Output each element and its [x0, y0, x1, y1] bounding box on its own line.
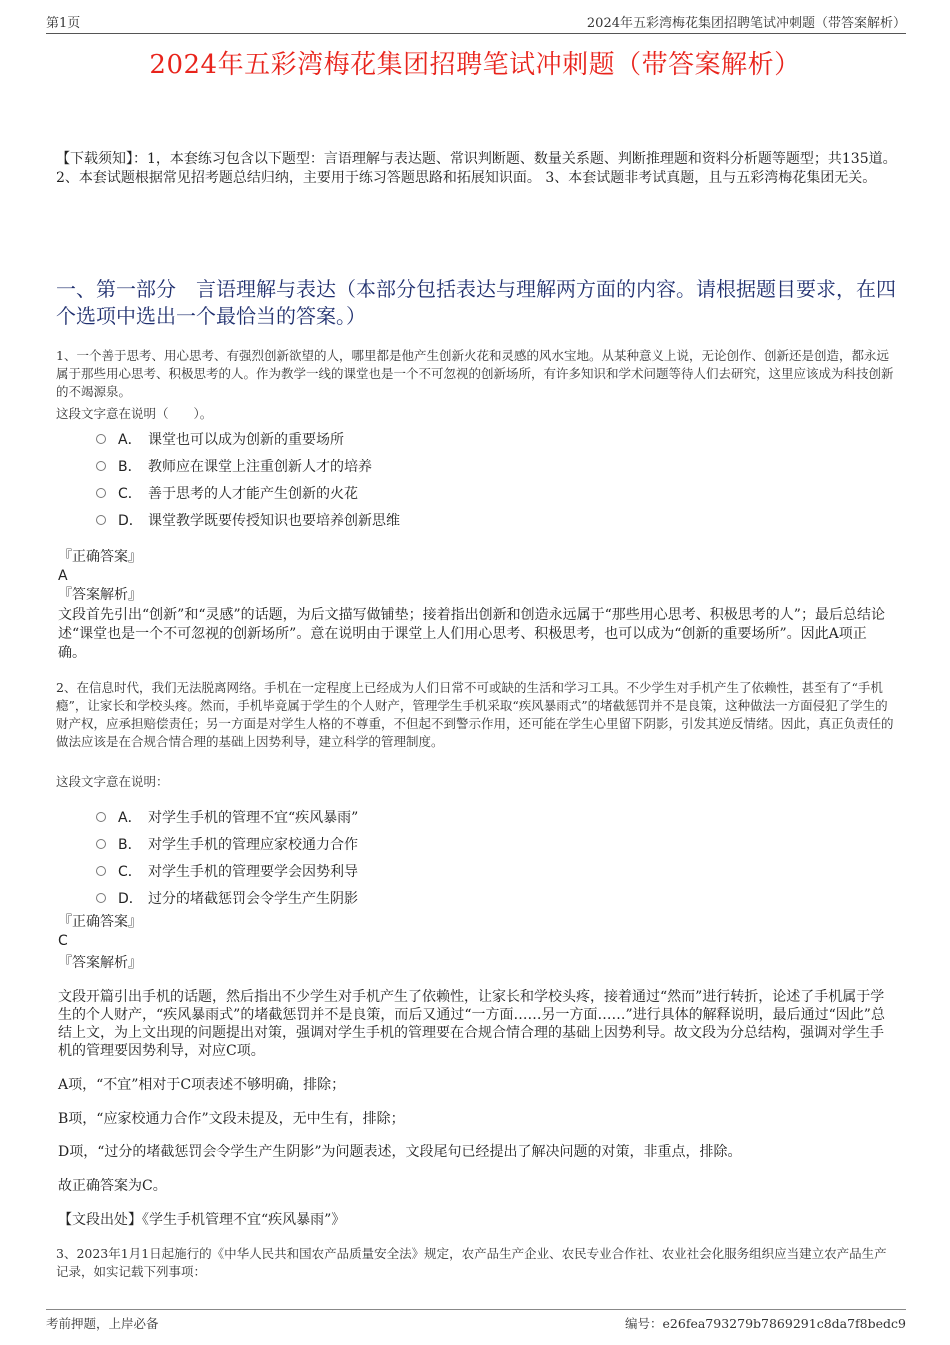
option-label: 善于思考的人才能产生创新的火花	[148, 485, 358, 502]
radio-icon[interactable]	[96, 866, 106, 876]
q1-stem: 1、一个善于思考、用心思考、有强烈创新欲望的人，哪里都是他产生创新火花和灵感的风水宝地。从某种意义上说，无论创作、创新还是创造，都永远属于那些用心思考、积极思考的人。作为教学一线的课堂也是一个不可忽视的创新场所，有许多知识和学术问题等待人们去研究，这里应该成为科技创新的不竭源泉。	[56, 348, 894, 399]
q2-source: 【文段出处】《学生手机管理不宜“疾风暴雨”》	[58, 1212, 346, 1228]
q2-analysis-option-b: B项，“应家校通力合作”文段未提及，无中生有，排除；	[58, 1111, 405, 1127]
q1-prompt: 这段文字意在说明（ ）。	[56, 406, 213, 421]
radio-icon[interactable]	[96, 461, 106, 471]
radio-icon[interactable]	[96, 893, 106, 903]
q2-analysis-label: 『答案解析』	[58, 955, 142, 971]
option-label: 对学生手机的管理不宜“疾风暴雨”	[148, 809, 359, 826]
q2-option-d[interactable]: D． 过分的堵截惩罚会令学生产生阴影	[96, 884, 358, 911]
radio-icon[interactable]	[96, 812, 106, 822]
q2-analysis-option-d: D项，“过分的堵截惩罚会令学生产生阴影”为问题表述，文段尾句已经提出了解决问题的对策，非重点，排除。	[58, 1144, 742, 1160]
q1-option-d[interactable]: D． 课堂教学既要传授知识也要培养创新思维	[96, 506, 400, 533]
header-divider	[46, 33, 906, 34]
option-label: 对学生手机的管理应家校通力合作	[148, 836, 358, 853]
q2-analysis-summary: 文段开篇引出手机的话题，然后指出不少学生对手机产生了依赖性，让家长和学校头疼，接着通过“然而”进行转折，论述了手机属于学生的个人财产，“疾风暴雨式”的堵截惩罚并不是良策，而后又通过“一方面……另一方面……”进行具体的解释说明，最后通过“因此”总结上文，为上文出现的问题提出对策，强调对学生手机的管理要在合规合情合理的基础上因势利导。故文段为分总结构，强调对学生手机的管理要因势利导，对应C项。	[58, 989, 885, 1059]
q2-option-b[interactable]: B． 对学生手机的管理应家校通力合作	[96, 830, 358, 857]
radio-icon[interactable]	[96, 434, 106, 444]
q1-option-a[interactable]: A． 课堂也可以成为创新的重要场所	[96, 425, 400, 452]
q2-options	[96, 803, 358, 911]
q2-stem: 2、在信息时代，我们无法脱离网络。手机在一定程度上已经成为人们日常不可或缺的生活和学习工具。不少学生对手机产生了依赖性，甚至有了“手机瘾”，让家长和学校头疼。然而，手机毕竟属于学生的个人财产，管理学生手机采取“疾风暴雨式”的堵截惩罚并不是良策，这种做法一方面侵犯了学生的财产权，应承担赔偿责任；另一方面是对学生人格的不尊重，不但起不到警示作用，还可能在学生心里留下阴影，引发其逆反情绪。因此，真正负责任的做法应该是在合规合情合理的基础上因势利导，建立科学的管理制度。	[56, 680, 894, 749]
section-heading: 一、第一部分 言语理解与表达（本部分包括表达与理解两方面的内容。请根据题目要求，在四个选项中选出一个最恰当的答案。）	[56, 277, 896, 328]
option-label: 教师应在课堂上注重创新人才的培养	[148, 458, 372, 475]
download-notice: 【下载须知】：1，本套练习包含以下题型：言语理解与表达题、常识判断题、数量关系题、判断推理题和资料分析题等题型；共135道。 2、本套试题根据常见招考题总结归纳，主要用于练习答题思路和拓展知识面。 3、本套试题非考试真题，且与五彩湾梅花集团无关。	[56, 151, 897, 186]
q2-answer-label: 『正确答案』	[58, 914, 142, 930]
q1-analysis-label: 『答案解析』	[58, 587, 142, 603]
q2-option-c[interactable]: C． 对学生手机的管理要学会因势利导	[96, 857, 358, 884]
header-page-number: 第1页	[46, 16, 81, 31]
page-title: 2024年五彩湾梅花集团招聘笔试冲刺题（带答案解析）	[149, 50, 801, 80]
q1-answer: A	[58, 568, 68, 584]
q1-option-b[interactable]: B． 教师应在课堂上注重创新人才的培养	[96, 452, 400, 479]
q1-answer-label: 『正确答案』	[58, 549, 142, 565]
q2-option-a[interactable]: A． 对学生手机的管理不宜“疾风暴雨”	[96, 803, 358, 830]
option-label: 课堂教学既要传授知识也要培养创新思维	[148, 512, 400, 529]
q1-option-c[interactable]: C． 善于思考的人才能产生创新的火花	[96, 479, 400, 506]
option-label: 过分的堵截惩罚会令学生产生阴影	[148, 890, 358, 907]
q2-analysis-conclusion: 故正确答案为C。	[58, 1178, 167, 1194]
footer-serial: 编号：e26fea793279b7869291c8da7f8bedc9	[625, 1316, 906, 1331]
radio-icon[interactable]	[96, 839, 106, 849]
q2-answer: C	[58, 933, 68, 949]
option-label: 课堂也可以成为创新的重要场所	[148, 431, 344, 448]
q1-analysis: 文段首先引出“创新”和“灵感”的话题，为后文描写做铺垫；接着指出创新和创造永远属于“那些用心思考、积极思考的人”；最后总结论述“课堂也是一个不可忽视的创新场所”。意在说明由于课堂上人们用心思考、积极思考，也可以成为“创新的重要场所”。因此A项正确。	[58, 607, 885, 661]
q1-options	[96, 425, 400, 533]
q3-stem: 3、2023年1月1日起施行的《中华人民共和国农产品质量安全法》规定，农产品生产企业、农民专业合作社、农业社会化服务组织应当建立农产品生产记录，如实记载下列事项：	[56, 1246, 887, 1279]
footer-slogan: 考前押题，上岸必备	[46, 1316, 159, 1331]
radio-icon[interactable]	[96, 488, 106, 498]
footer-divider	[46, 1309, 906, 1310]
radio-icon[interactable]	[96, 515, 106, 525]
header-doc-title: 2024年五彩湾梅花集团招聘笔试冲刺题（带答案解析）	[586, 16, 906, 31]
q2-prompt: 这段文字意在说明：	[56, 774, 169, 789]
option-label: 对学生手机的管理要学会因势利导	[148, 863, 358, 880]
q2-analysis-option-a: A项，“不宜”相对于C项表述不够明确，排除；	[58, 1077, 346, 1093]
